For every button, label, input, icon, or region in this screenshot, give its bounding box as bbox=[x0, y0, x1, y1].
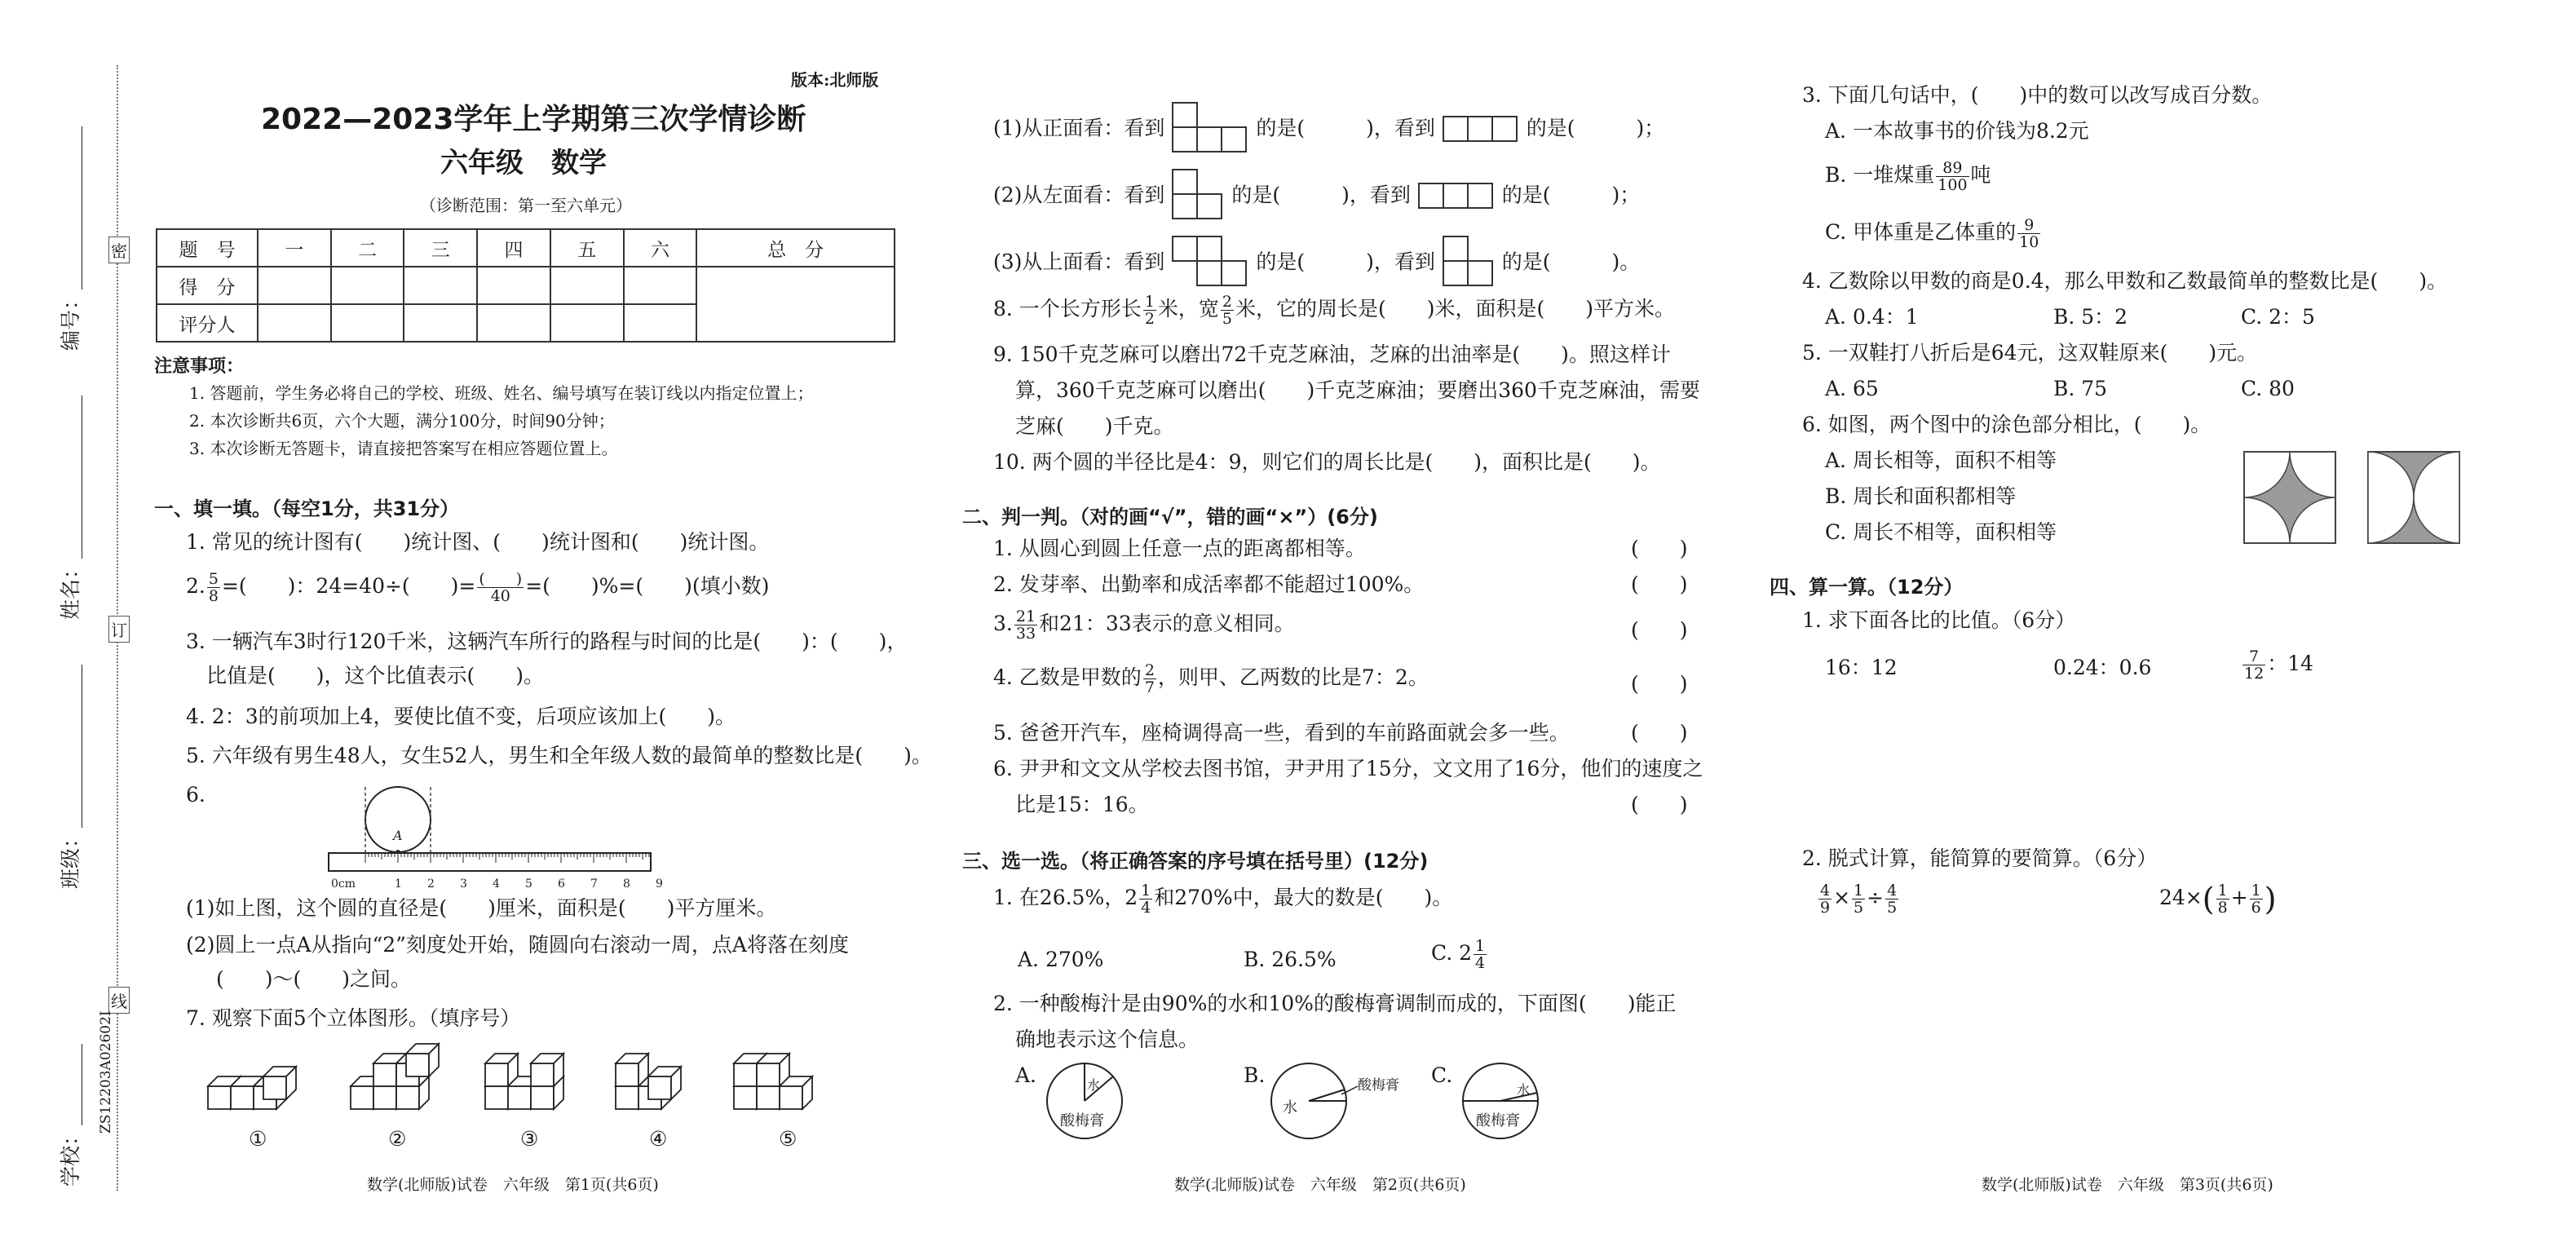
fraction: $\frac{( )}{40}$ bbox=[479, 570, 523, 605]
judge-1: 1. 从圆心到圆上任意一点的距离都相等。 bbox=[993, 537, 1366, 560]
judge-4: 4. 乙数是甲数的 $\frac{2}{7}$ ，则甲、乙两数的比是7：2。 bbox=[993, 661, 1429, 696]
question-1-6-2-line1: (2)圆上一点A从指向“2”刻度处开始，随圆向右滚动一周，点A将落在刻度 bbox=[186, 933, 849, 957]
view-shape-c bbox=[1171, 168, 1225, 225]
judge-5-answer[interactable]: ( ) bbox=[1631, 721, 1688, 745]
exam-subtitle: 六年级 数学 bbox=[440, 147, 607, 179]
judge-4-answer[interactable]: ( ) bbox=[1631, 672, 1688, 696]
judge-3: 3. $\frac{21}{33}$ 和21：33表示的意义相同。 bbox=[993, 608, 1295, 643]
score-header-cell: 总 分 bbox=[696, 229, 895, 267]
svg-text:水: 水 bbox=[1087, 1077, 1101, 1093]
choice-5-option-c: C. 80 bbox=[2241, 377, 2295, 400]
section-3-heading: 三、选一选。（将正确答案的序号填在括号里）(12分) bbox=[962, 850, 1429, 873]
ruler-tick-label: 3 bbox=[460, 877, 467, 891]
exam-scope: （诊断范围：第一至六单元） bbox=[420, 196, 632, 215]
point-a-label: A bbox=[393, 828, 403, 843]
figure-label-5: ⑤ bbox=[779, 1127, 798, 1151]
page-3-footer: 数学(北师版)试卷 六年级 第3页(共6页) bbox=[1982, 1176, 2273, 1194]
ruler-tick-label: 4 bbox=[493, 877, 500, 891]
choice-6: 6. 如图，两个图中的涂色部分相比，( )。 bbox=[1802, 413, 2211, 436]
pie-option-c-label: C. bbox=[1431, 1063, 1453, 1087]
ratio-1: 16：12 bbox=[1825, 656, 1898, 679]
view-shape-e bbox=[1171, 235, 1249, 292]
choice-5: 5. 一双鞋打八折后是64元，这双鞋原来( )元。 bbox=[1802, 341, 2258, 365]
class-field-label: 班级：________________ bbox=[59, 664, 82, 889]
solid-figure-3 bbox=[485, 1054, 563, 1109]
question-1-2: 2. $\frac{5}{8}$ =( )：24=40÷( )= $\frac{( )}{40}$ =( )%=( )(填小数) bbox=[186, 570, 770, 605]
number-field-label: 编号：________________ bbox=[59, 126, 82, 351]
shaded-figure-1 bbox=[2244, 452, 2335, 543]
score-cell[interactable] bbox=[404, 267, 477, 304]
view-2: (2)从左面看：看到 的是( )，看到 的是( )； bbox=[993, 168, 1640, 225]
bind-mark: 订 bbox=[108, 616, 130, 643]
line-mark: 线 bbox=[108, 987, 130, 1014]
svg-text:水: 水 bbox=[1517, 1082, 1531, 1098]
judge-5: 5. 爸爸开汽车，座椅调得高一些，看到的车前路面就会多一些。 bbox=[993, 721, 1570, 745]
ratio-2: 0.24：0.6 bbox=[2053, 656, 2152, 679]
score-header-cell: 三 bbox=[404, 229, 477, 267]
score-header-cell: 一 bbox=[258, 229, 331, 267]
fraction: $\frac{5}{8}$ bbox=[208, 570, 219, 605]
judge-6-answer[interactable]: ( ) bbox=[1631, 793, 1688, 816]
solid-figure-1 bbox=[208, 1067, 296, 1109]
shaded-figure-2 bbox=[2368, 452, 2459, 543]
pie-option-c bbox=[1456, 1060, 1545, 1142]
page-2-footer: 数学(北师版)试卷 六年级 第2页(共6页) bbox=[1174, 1176, 1466, 1194]
solid-figure-2 bbox=[351, 1044, 439, 1109]
choice-3-option-c: C. 甲体重是乙体重的 $\frac{9}{10}$ bbox=[1825, 216, 2039, 251]
ruler-tick-label: 5 bbox=[525, 877, 532, 891]
version-label: 版本:北师版 bbox=[791, 70, 879, 90]
note-item: 1. 答题前，学生务必将自己的学校、班级、姓名、编号填写在装订线以内指定位置上； bbox=[189, 383, 814, 403]
judge-3-answer[interactable]: ( ) bbox=[1631, 618, 1688, 642]
score-cell[interactable] bbox=[258, 267, 331, 304]
solid-figures bbox=[204, 1036, 856, 1125]
view-shape-b bbox=[1442, 114, 1520, 145]
solid-figure-4 bbox=[616, 1054, 681, 1109]
choice-2-line2: 确地表示这个信息。 bbox=[1015, 1028, 1200, 1051]
note-item: 2. 本次诊断共6页，六个大题，满分100分，时间90分钟； bbox=[189, 411, 615, 431]
question-1-4: 4. 2：3的前项加上4，要使比值不变，后项应该加上( )。 bbox=[186, 705, 736, 728]
choice-2-line1: 2. 一种酸梅汁是由90%的水和10%的酸梅膏调制而成的，下面图( )能正 bbox=[993, 992, 1677, 1015]
choice-1-option-a: A. 270% bbox=[1018, 948, 1104, 971]
view-shape-d bbox=[1417, 181, 1496, 212]
judge-2: 2. 发芽率、出勤率和成活率都不能超过100%。 bbox=[993, 572, 1425, 596]
question-1-6-1: (1)如上图，这个圆的直径是( )厘米，面积是( )平方厘米。 bbox=[186, 896, 777, 920]
score-cell[interactable] bbox=[477, 267, 550, 304]
expression-2: 24×( $\frac{1}{8}$ + $\frac{1}{6}$ ) bbox=[2159, 881, 2277, 917]
seal-mark: 密 bbox=[108, 236, 130, 263]
ruler-circle-figure bbox=[325, 775, 667, 893]
choice-5-option-a: A. 65 bbox=[1825, 377, 1879, 400]
score-cell[interactable] bbox=[624, 267, 697, 304]
grader-cell[interactable] bbox=[404, 304, 477, 342]
grader-cell[interactable] bbox=[331, 304, 404, 342]
choice-1: 1. 在26.5%，2 $\frac{1}{4}$ 和270%中，最大的数是( )。 bbox=[993, 882, 1453, 917]
svg-text:酸梅膏: 酸梅膏 bbox=[1358, 1077, 1399, 1094]
view-shape-a bbox=[1171, 101, 1249, 158]
question-1-9-line1: 9. 150千克芝麻可以磨出72千克芝麻油，芝麻的出油率是( )。照这样计 bbox=[993, 343, 1671, 366]
section-4-heading: 四、算一算。（12分） bbox=[1770, 576, 1964, 599]
score-header-cell: 题 号 bbox=[157, 229, 258, 267]
svg-text:酸梅膏: 酸梅膏 bbox=[1060, 1112, 1104, 1129]
question-1-6: 6. bbox=[186, 783, 205, 807]
score-header-cell: 四 bbox=[477, 229, 550, 267]
choice-6-option-a: A. 周长相等，面积不相等 bbox=[1825, 449, 2057, 472]
expression-1: $\frac{4}{9}$ × $\frac{1}{5}$ ÷ $\frac{4}{5}$ bbox=[1820, 882, 1898, 917]
score-cell[interactable] bbox=[331, 267, 404, 304]
choice-1-option-c: C. 2 $\frac{1}{4}$ bbox=[1431, 937, 1486, 972]
choice-3-option-a: A. 一本故事书的价钱为8.2元 bbox=[1825, 119, 2089, 143]
choice-4-option-a: A. 0.4：1 bbox=[1825, 305, 1919, 329]
choice-4-option-b: B. 5：2 bbox=[2053, 305, 2128, 329]
grader-cell[interactable] bbox=[624, 304, 697, 342]
ruler-tick-label: 8 bbox=[623, 877, 630, 891]
choice-4: 4. 乙数除以甲数的商是0.4，那么甲数和乙数最简单的整数比是( )。 bbox=[1802, 269, 2448, 293]
page-1-footer: 数学(北师版)试卷 六年级 第1页(共6页) bbox=[367, 1176, 659, 1194]
choice-5-option-b: B. 75 bbox=[2053, 377, 2108, 400]
ruler-tick-label: 7 bbox=[590, 877, 598, 891]
section-2-heading: 二、判一判。（对的画“√”，错的画“×”）(6分) bbox=[962, 506, 1378, 528]
pie-option-a bbox=[1040, 1060, 1129, 1142]
grader-cell[interactable] bbox=[550, 304, 624, 342]
figure-label-3: ③ bbox=[520, 1127, 539, 1151]
question-1-3-line2: 比值是( )，这个比值表示( )。 bbox=[206, 664, 545, 687]
svg-text:水: 水 bbox=[1283, 1099, 1297, 1116]
question-1-9-line2: 算，360千克芝麻可以磨出( )千克芝麻油；要磨出360千克芝麻油，需要 bbox=[1015, 378, 1700, 402]
school-field-label: 学校：________ bbox=[59, 1043, 82, 1187]
exam-code: ZS12203A02602I bbox=[98, 1010, 114, 1134]
question-1-5: 5. 六年级有男生48人，女生52人，男生和全年级人数的最简单的整数比是( )。 bbox=[186, 744, 932, 767]
score-header-cell: 五 bbox=[550, 229, 624, 267]
total-score-cell[interactable] bbox=[696, 267, 895, 342]
judge-2-answer[interactable]: ( ) bbox=[1631, 572, 1688, 596]
question-1-3-line1: 3. 一辆汽车3时行120千米，这辆汽车所行的路程与时间的比是( )：( )， bbox=[186, 630, 908, 653]
score-row-label: 得 分 bbox=[157, 267, 258, 304]
grader-cell[interactable] bbox=[258, 304, 331, 342]
exam-title: 2022—2023学年上学期第三次学情诊断 bbox=[261, 103, 806, 136]
choice-6-option-b: B. 周长和面积都相等 bbox=[1825, 484, 2017, 508]
pie-option-a-label: A. bbox=[1015, 1063, 1037, 1087]
choice-6-option-c: C. 周长不相等，面积相等 bbox=[1825, 520, 2057, 544]
pie-option-b-label: B. bbox=[1244, 1063, 1266, 1087]
ratio-3: $\frac{7}{12}$ ：14 bbox=[2244, 648, 2313, 683]
ruler-tick-label: 2 bbox=[427, 877, 435, 891]
ruler-tick-label: 6 bbox=[558, 877, 565, 891]
ruler-tick-label: 9 bbox=[656, 877, 663, 891]
choice-3: 3. 下面几句话中，( )中的数可以改写成百分数。 bbox=[1802, 83, 2273, 107]
view-shape-f bbox=[1442, 235, 1496, 292]
question-1-9-line3: 芝麻( )千克。 bbox=[1015, 414, 1174, 438]
ruler-tick-label: 1 bbox=[395, 877, 402, 891]
judge-6-line2: 比是15：16。 bbox=[1015, 793, 1149, 816]
view-1: (1)从正面看：看到 的是( )，看到 的是( )； bbox=[993, 101, 1664, 158]
judge-1-answer[interactable]: ( ) bbox=[1631, 537, 1688, 560]
figure-label-2: ② bbox=[388, 1127, 407, 1151]
notes-title: 注意事项： bbox=[154, 356, 245, 377]
question-1-6-2-line2: ( )～( )之间。 bbox=[216, 967, 412, 991]
solid-figure-5 bbox=[734, 1054, 812, 1109]
choice-1-option-b: B. 26.5% bbox=[1244, 948, 1337, 971]
grader-row-label: 评分人 bbox=[157, 304, 258, 342]
question-1-8: 8. 一个长方形长 $\frac{1}{2}$ 米，宽 $\frac{2}{5}$ 米，它的周长是( )米，面积是( )平方米。 bbox=[993, 293, 1676, 328]
question-1-10: 10. 两个圆的半径比是4：9，则它们的周长比是( )，面积比是( )。 bbox=[993, 450, 1661, 474]
choice-4-option-c: C. 2：5 bbox=[2241, 305, 2315, 329]
choice-3-option-b: B. 一堆煤重 $\frac{89}{100}$ 吨 bbox=[1825, 159, 1991, 194]
ruler-unit-label: 0cm bbox=[331, 877, 356, 891]
figure-label-1: ① bbox=[249, 1127, 267, 1151]
grader-cell[interactable] bbox=[477, 304, 550, 342]
score-header-cell: 六 bbox=[624, 229, 697, 267]
shaded-figures bbox=[2241, 449, 2469, 546]
svg-text:酸梅膏: 酸梅膏 bbox=[1476, 1112, 1520, 1129]
question-1-7: 7. 观察下面5个立体图形。（填序号） bbox=[186, 1006, 521, 1030]
section-1-heading: 一、填一填。（每空1分，共31分） bbox=[154, 497, 460, 520]
score-header-cell: 二 bbox=[331, 229, 404, 267]
judge-6-line1: 6. 尹尹和文文从学校去图书馆，尹尹用了15分，文文用了16分，他们的速度之 bbox=[993, 757, 1703, 780]
figure-label-4: ④ bbox=[649, 1127, 668, 1151]
name-field-label: 姓名：________________ bbox=[59, 395, 82, 620]
question-1-1: 1. 常见的统计图有( )统计图、( )统计图和( )统计图。 bbox=[186, 530, 770, 554]
score-table bbox=[156, 228, 895, 343]
calc-2-prompt: 2. 脱式计算，能简算的要简算。（6分） bbox=[1802, 846, 2158, 870]
calc-1-prompt: 1. 求下面各比的比值。（6分） bbox=[1802, 608, 2076, 632]
score-cell[interactable] bbox=[550, 267, 624, 304]
view-3: (3)从上面看：看到 的是( )，看到 的是( )。 bbox=[993, 235, 1640, 292]
note-item: 3. 本次诊断无答题卡，请直接把答案写在相应答题位置上。 bbox=[189, 439, 618, 458]
pie-option-b bbox=[1268, 1060, 1407, 1142]
